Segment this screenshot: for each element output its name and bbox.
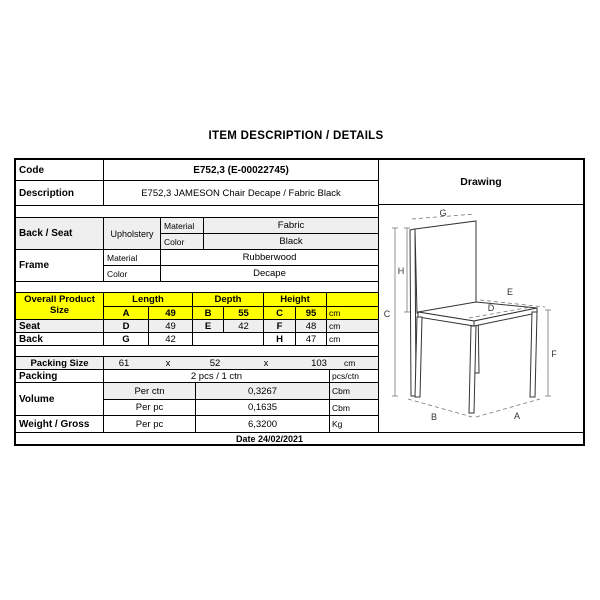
overall-height-key: C bbox=[264, 307, 296, 319]
volume-per-ctn-value: 0,3267 bbox=[196, 383, 330, 399]
frame-color-label: Color bbox=[104, 266, 161, 281]
overall-size-label-line2: Size bbox=[49, 305, 69, 316]
back-size-row bbox=[16, 333, 378, 346]
overall-size-label bbox=[16, 293, 104, 319]
drawing-panel bbox=[379, 160, 583, 432]
dim-line-b bbox=[408, 399, 472, 417]
packing-unit: pcs/ctn bbox=[332, 371, 359, 381]
weight-row bbox=[16, 416, 378, 432]
spacer-row bbox=[16, 206, 378, 218]
upholstery-color-value: Black bbox=[279, 236, 303, 247]
frame-color-value: Decape bbox=[253, 268, 286, 279]
packing-size-row bbox=[16, 357, 378, 370]
overall-height-value: 95 bbox=[296, 307, 327, 319]
dim-label-e: E bbox=[506, 287, 514, 297]
seat-size-row bbox=[16, 320, 378, 333]
spec-table-left bbox=[16, 160, 379, 432]
back-length-value: 42 bbox=[149, 333, 193, 345]
dim-label-a: A bbox=[513, 411, 521, 421]
description-value: E752,3 JAMESON Chair Decape / Fabric Black bbox=[141, 187, 341, 199]
seat-unit: cm bbox=[329, 321, 341, 331]
chair-right-leg bbox=[530, 312, 537, 397]
dim-label-b: B bbox=[430, 412, 438, 422]
weight-unit: Kg bbox=[332, 419, 343, 429]
overall-unit: cm bbox=[329, 308, 341, 318]
volume-per-pc-unit: Cbm bbox=[332, 402, 350, 413]
date-value: Date 24/02/2021 bbox=[235, 433, 304, 444]
description-label: Description bbox=[16, 181, 104, 205]
dim-label-d: D bbox=[487, 303, 495, 313]
back-height-key: H bbox=[264, 333, 296, 345]
volume-per-ctn-label: Per ctn bbox=[104, 383, 196, 399]
seat-depth-key: E bbox=[193, 320, 224, 332]
volume-label: Volume bbox=[16, 383, 104, 415]
weight-label: Weight / Gross bbox=[16, 416, 104, 432]
chair-front-leg bbox=[469, 326, 476, 413]
seat-length-key: D bbox=[104, 320, 149, 332]
packing-row bbox=[16, 370, 378, 383]
overall-depth-value: 55 bbox=[224, 307, 264, 319]
date-row bbox=[16, 432, 583, 444]
chair-drawing bbox=[379, 205, 583, 432]
upholstery-material-value: Fabric bbox=[277, 220, 305, 231]
dim-label-c: C bbox=[383, 309, 391, 319]
packing-label: Packing bbox=[16, 370, 104, 382]
depth-header: Depth bbox=[193, 293, 264, 306]
drawing-area bbox=[379, 205, 583, 432]
back-height-value: 47 bbox=[296, 333, 327, 345]
frame-material-value: Rubberwood bbox=[242, 252, 297, 263]
height-header: Height bbox=[264, 293, 327, 306]
back-seat-band bbox=[16, 218, 378, 250]
upholstery-label: Upholstery bbox=[104, 218, 161, 249]
spacer-row bbox=[16, 346, 378, 357]
spacer-row bbox=[16, 282, 378, 293]
overall-length-value: 49 bbox=[149, 307, 193, 319]
page-title: ITEM DESCRIPTION / DETAILS bbox=[208, 130, 384, 142]
dim-label-g: G bbox=[439, 208, 447, 218]
upholstery-material-label: Material bbox=[161, 218, 204, 233]
packing-size-length: 61 bbox=[118, 357, 130, 369]
packing-size-sep1: x bbox=[165, 357, 171, 369]
overall-size-band bbox=[16, 293, 378, 320]
code-label: Code bbox=[16, 160, 104, 180]
seat-height-key: F bbox=[264, 320, 296, 332]
seat-length-value: 49 bbox=[149, 320, 193, 332]
packing-value: 2 pcs / 1 ctn bbox=[104, 370, 330, 382]
packing-size-height: 103 bbox=[311, 357, 327, 369]
packing-size-depth: 52 bbox=[209, 357, 221, 369]
frame-label: Frame bbox=[16, 250, 104, 281]
frame-band bbox=[16, 250, 378, 282]
packing-size-unit: cm bbox=[344, 358, 356, 368]
volume-band bbox=[16, 383, 378, 416]
upholstery-color-label: Color bbox=[161, 234, 204, 249]
volume-per-pc-value: 0,1635 bbox=[196, 400, 330, 415]
length-header: Length bbox=[104, 293, 193, 306]
spec-table bbox=[14, 158, 585, 446]
back-unit: cm bbox=[329, 334, 341, 344]
drawing-header: Drawing bbox=[379, 160, 583, 205]
back-length-key: G bbox=[104, 333, 149, 345]
volume-per-ctn-unit: Cbm bbox=[332, 386, 350, 396]
dim-label-h: H bbox=[397, 266, 405, 276]
frame-material-label: Material bbox=[104, 250, 161, 265]
unit-header-cell bbox=[327, 293, 378, 306]
dim-line-a bbox=[476, 399, 540, 417]
seat-label: Seat bbox=[16, 320, 104, 332]
packing-size-sep2: x bbox=[263, 357, 269, 369]
back-label: Back bbox=[16, 333, 104, 345]
dim-label-f: F bbox=[551, 349, 557, 359]
overall-size-label-line1: Overall Product bbox=[24, 294, 95, 306]
description-row bbox=[16, 181, 378, 206]
weight-per-pc-label: Per pc bbox=[104, 416, 196, 432]
seat-height-value: 48 bbox=[296, 320, 327, 332]
seat-depth-value: 42 bbox=[224, 320, 264, 332]
code-row bbox=[16, 160, 378, 181]
code-value: E752,3 (E-00022745) bbox=[193, 164, 289, 176]
back-seat-label: Back / Seat bbox=[16, 218, 104, 249]
overall-depth-key: B bbox=[193, 307, 224, 319]
packing-size-label: Packing Size bbox=[16, 357, 104, 369]
weight-value: 6,3200 bbox=[196, 416, 330, 432]
chair-backrest bbox=[415, 221, 476, 313]
overall-length-key: A bbox=[104, 307, 149, 319]
volume-per-pc-label: Per pc bbox=[104, 400, 196, 415]
back-depth-empty-cell bbox=[193, 333, 264, 345]
